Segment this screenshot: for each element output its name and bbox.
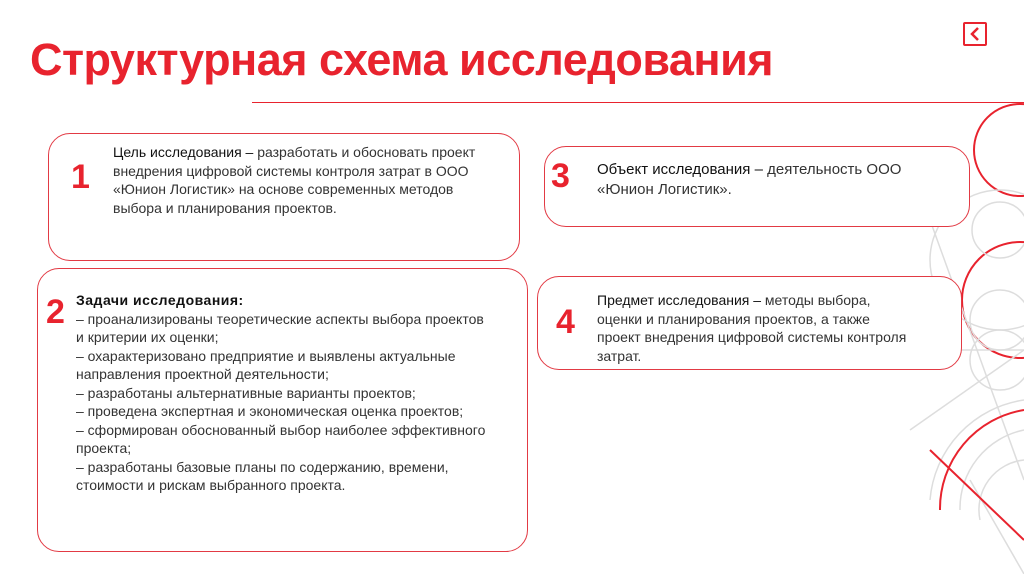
list-item: – проведена экспертная и экономическая оценка проектов;	[76, 403, 464, 419]
card-term: Цель исследования –	[113, 144, 254, 160]
card-number: 2	[46, 293, 65, 331]
card-description: методы выбора, оценки и планирования проектов, а также проект внедрения цифровой системы контроля затрат.	[597, 292, 907, 364]
card-number: 1	[71, 158, 90, 196]
list-item: стоимости и рискам выбранного проекта.	[76, 477, 346, 493]
card-text	[597, 160, 957, 200]
back-button[interactable]	[963, 22, 987, 46]
card-subject	[537, 276, 962, 370]
page-title: Структурная схема исследования	[30, 34, 774, 85]
back-arrow-icon	[969, 27, 981, 41]
list-item: – разработаны альтернативные варианты проектов;	[76, 384, 416, 401]
card-description: деятельность ООО «Юнион Логистик».	[597, 161, 902, 198]
card-description: разработать и обосновать проект внедрения цифровой системы контроля затрат в ООО «Юнион Логистик» на основе современных методов выбора и планирования проектов.	[113, 144, 476, 216]
card-text	[76, 291, 531, 495]
card-goal	[48, 133, 520, 261]
card-tasks	[37, 268, 528, 552]
list-item: – разработаны базовые планы по содержанию, времени,	[76, 458, 449, 475]
list-item: – проанализированы теоретические аспекты выбора проектов	[76, 310, 484, 327]
card-number: 3	[551, 157, 570, 195]
list-item: – охарактеризовано предприятие и выявлены актуальные	[76, 347, 456, 364]
card-object	[544, 146, 970, 227]
list-item: направления проектной деятельности;	[76, 366, 329, 382]
list-item: проекта;	[76, 440, 132, 456]
list-item: – сформирован обоснованный выбор наиболее эффективного	[76, 421, 486, 438]
card-term: Объект исследования –	[597, 161, 763, 178]
card-text	[597, 291, 907, 365]
card-text	[113, 143, 483, 217]
card-heading: Задачи исследования:	[76, 292, 244, 308]
card-number: 4	[556, 303, 575, 341]
card-term: Предмет исследования –	[597, 292, 762, 308]
list-item: и критерии их оценки;	[76, 329, 219, 345]
